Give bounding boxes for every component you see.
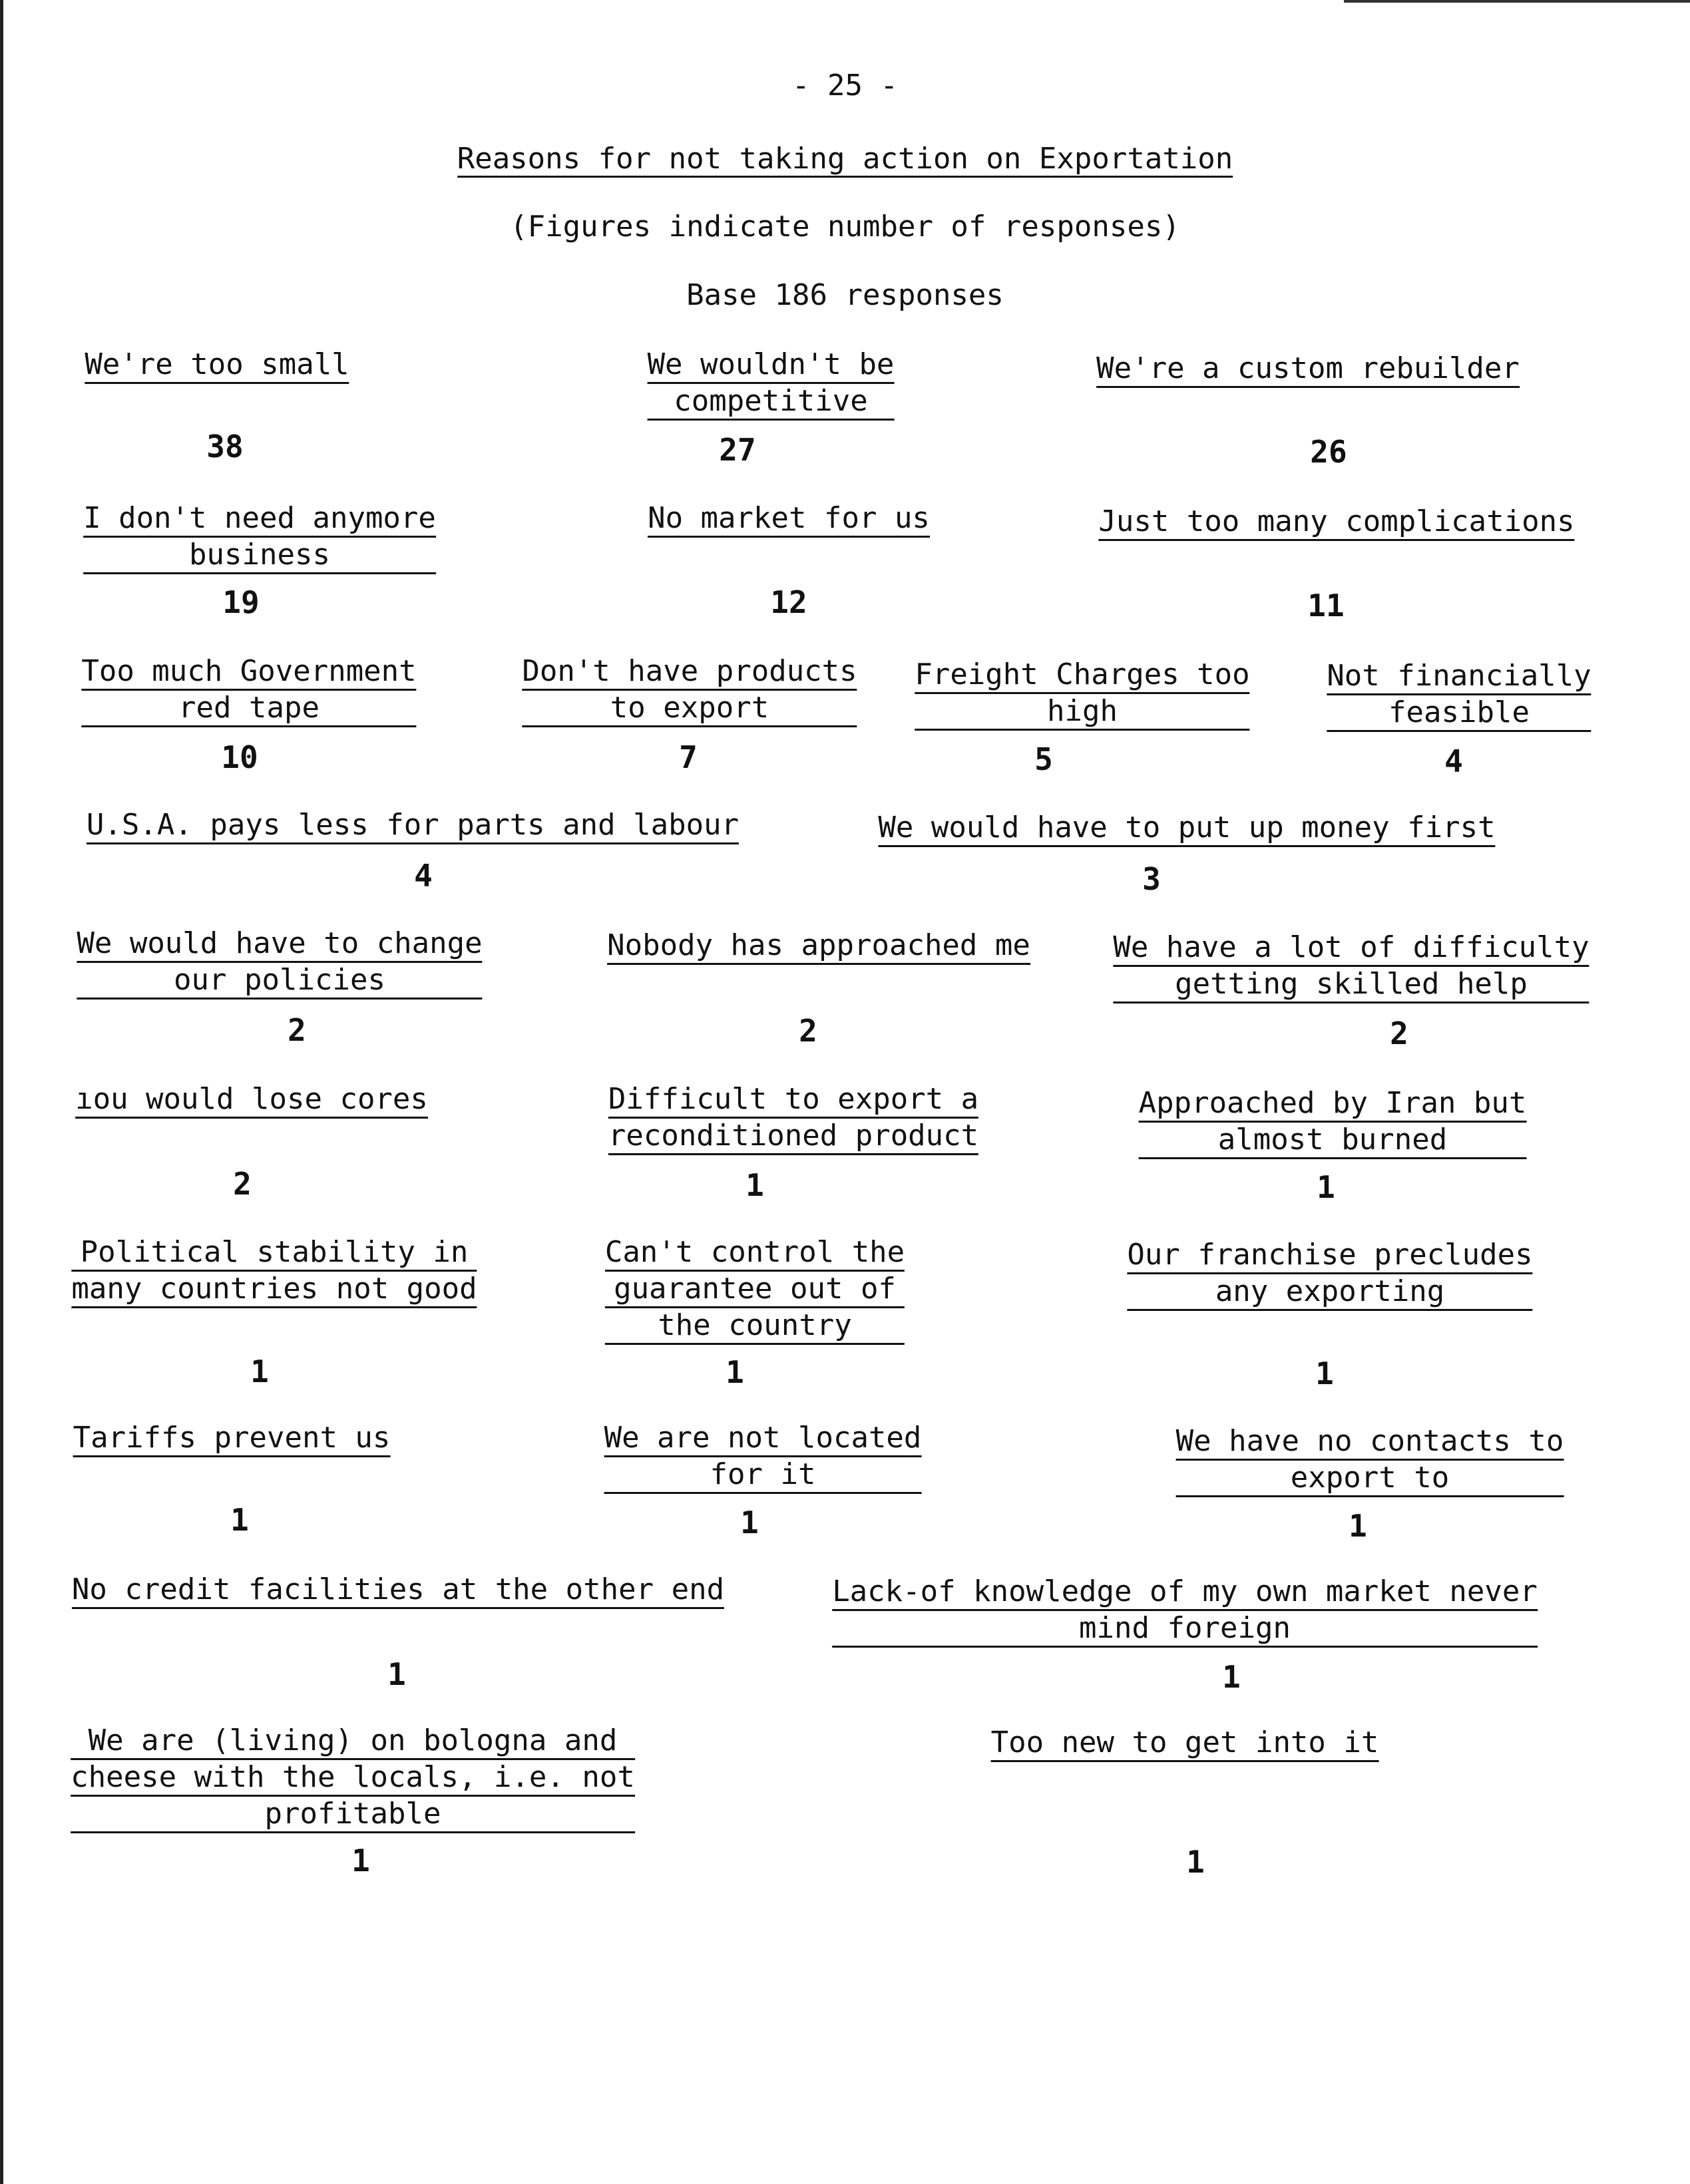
reason-label: We are (living) on bologna and cheese with the locals, i.e. not profitable — [71, 1724, 635, 1833]
page-title-block — [457, 142, 1233, 176]
reason-label: ıou would lose cores — [75, 1082, 428, 1119]
page-subtitle: (Figures indicate number of responses) — [510, 210, 1180, 244]
page-number: - 25 - — [792, 69, 898, 102]
reason-label: We have no contacts to export to — [1176, 1424, 1564, 1497]
reason-count: 2 — [288, 1012, 306, 1048]
page-top-rule — [1344, 0, 1690, 3]
reason-count: 2 — [233, 1166, 252, 1202]
reason-count: 1 — [1186, 1844, 1205, 1880]
reason-label: Not financially feasible — [1327, 659, 1591, 732]
reason-count: 1 — [740, 1505, 759, 1541]
reason-label: Don't have products to export — [522, 654, 857, 727]
reason-count: 1 — [1317, 1169, 1335, 1205]
reason-label: Too much Government red tape — [81, 654, 416, 727]
reason-label: Approached by Iran but almost burned — [1139, 1086, 1527, 1159]
reason-label: U.S.A. pays less for parts and labour — [87, 808, 739, 844]
reason-label: We have a lot of difficulty getting skilled help — [1113, 930, 1589, 1003]
reason-count: 1 — [726, 1354, 744, 1390]
reason-label: No market for us — [648, 501, 930, 538]
reason-count: 26 — [1310, 434, 1347, 470]
reason-count: 12 — [770, 584, 807, 620]
reason-count: 2 — [1390, 1015, 1408, 1051]
reason-label: I don't need anymore business — [83, 501, 436, 574]
reason-label: Too new to get into it — [991, 1726, 1379, 1762]
reason-label: Tariffs prevent us — [73, 1421, 391, 1457]
reason-label: We wouldn't be competitive — [648, 347, 895, 421]
reason-count: 1 — [1222, 1659, 1241, 1695]
reason-count: 19 — [222, 584, 260, 620]
reason-label: We would have to put up money first — [878, 811, 1495, 847]
reason-count: 4 — [414, 858, 433, 894]
reason-count: 1 — [250, 1354, 269, 1389]
reason-label: Can't control the guarantee out of the country — [605, 1235, 905, 1345]
base-note: Base 186 responses — [686, 278, 1004, 312]
reason-label: Just too many complications — [1098, 504, 1574, 541]
reason-count: 5 — [1034, 741, 1053, 777]
reason-count: 1 — [230, 1502, 249, 1538]
reason-count: 27 — [719, 432, 756, 468]
reason-label: Freight Charges too high — [915, 657, 1249, 731]
reason-label: No credit facilities at the other end — [72, 1572, 724, 1609]
reason-label: Nobody has approached me — [607, 928, 1030, 965]
reason-count: 1 — [1315, 1356, 1334, 1391]
reason-count: 1 — [387, 1656, 406, 1692]
reason-label: We would have to change our policies — [77, 926, 482, 1000]
reason-count: 1 — [351, 1843, 370, 1879]
reason-label: Lack-of knowledge of my own market never mind foreign — [832, 1574, 1538, 1648]
reason-count: 1 — [745, 1167, 764, 1203]
page-title: Reasons for not taking action on Exportation — [457, 142, 1233, 178]
reason-count: 2 — [799, 1013, 817, 1049]
reason-count: 3 — [1142, 861, 1161, 897]
page-left-edge — [0, 0, 3, 2184]
reason-label: Difficult to export a reconditioned product — [608, 1082, 978, 1155]
reason-label: We're a custom rebuilder — [1096, 351, 1520, 388]
reason-label: We're too small — [85, 347, 349, 384]
reason-count: 4 — [1444, 743, 1463, 779]
reason-label: We are not located for it — [604, 1421, 922, 1494]
reason-label: Political stability in many countries not good — [71, 1235, 477, 1308]
reason-count: 38 — [206, 429, 244, 464]
reason-count: 10 — [221, 739, 258, 775]
reason-count: 11 — [1307, 588, 1345, 624]
reason-label: Our franchise precludes any exporting — [1127, 1238, 1532, 1311]
reason-count: 7 — [679, 739, 698, 775]
reason-count: 1 — [1349, 1508, 1367, 1544]
